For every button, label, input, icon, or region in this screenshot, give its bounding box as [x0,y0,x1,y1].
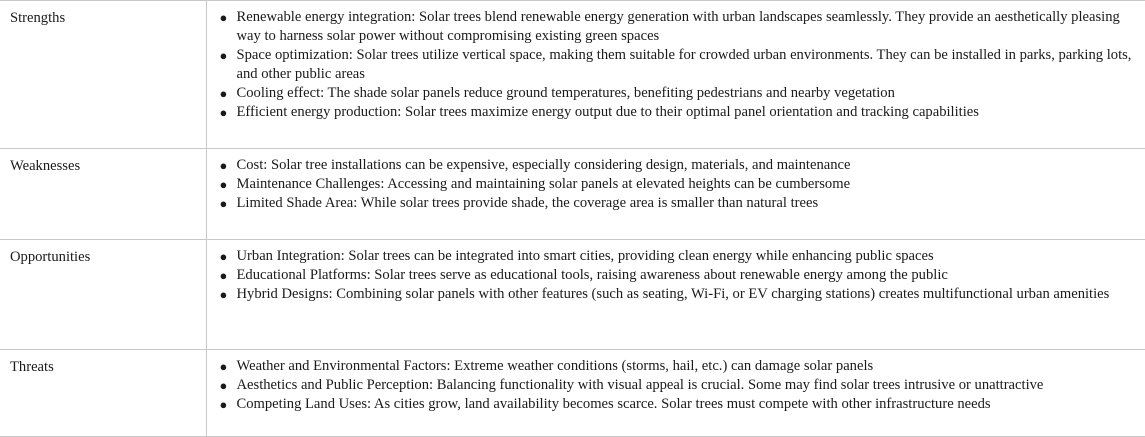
bullet-icon: ● [219,86,228,101]
list-item [220,357,1142,376]
category-cell: Strengths [0,1,206,149]
item-text: Cooling effect: The shade solar panels reduce ground temperatures, benefiting pedestrians and nearby vegetation [236,85,895,101]
bullet-icon: ● [219,359,228,374]
items-cell [206,350,1145,437]
bullet-icon: ● [219,287,228,302]
item-text: Educational Platforms: Solar trees serve as educational tools, raising awareness about renewable energy among the public [236,267,948,283]
item-text: Weather and Environmental Factors: Extreme weather conditions (storms, hail, etc.) can damage solar panels [236,358,874,374]
items-cell [206,149,1145,240]
list-item [220,8,1142,46]
items-cell [206,1,1145,149]
list-item [220,395,1142,414]
bullet-list [220,357,1142,414]
category-cell: Threats [0,350,206,437]
bullet-icon: ● [219,397,228,412]
item-text: Cost: Solar tree installations can be expensive, especially considering design, materials, and maintenance [236,157,851,173]
category-cell: Opportunities [0,240,206,350]
item-text: Aesthetics and Public Perception: Balancing functionality with visual appeal is crucial. Some may find solar trees intrusive or unattractive [236,377,1044,393]
items-cell [206,240,1145,350]
item-text: Hybrid Designs: Combining solar panels with other features (such as seating, Wi-Fi, or EV charging stations) creates multifunctional urban amenities [236,286,1110,302]
list-item [220,175,1142,194]
bullet-icon: ● [219,249,228,264]
list-item [220,103,1142,122]
table-row-opportunities [0,240,1145,350]
list-item [220,266,1142,285]
bullet-list [220,8,1142,122]
table-row-strengths [0,1,1145,149]
bullet-list [220,247,1142,304]
list-item [220,84,1142,103]
item-text: Renewable energy integration: Solar trees blend renewable energy generation with urban landscapes seamlessly. They provide an aesthetically pleasing way to harness solar power without compromising existing green spaces [236,9,1120,44]
bullet-icon: ● [219,196,228,211]
list-item [220,156,1142,175]
bullet-icon: ● [219,10,228,25]
bullet-list [220,156,1142,213]
category-cell: Weaknesses [0,149,206,240]
bullet-icon: ● [219,378,228,393]
list-item [220,46,1142,84]
list-item [220,247,1142,266]
item-text: Efficient energy production: Solar trees maximize energy output due to their optimal panel orientation and tracking capabilities [236,104,979,120]
bullet-icon: ● [219,268,228,283]
item-text: Urban Integration: Solar trees can be integrated into smart cities, providing clean energy while enhancing public spaces [236,248,934,264]
table-row-weaknesses [0,149,1145,240]
list-item [220,285,1142,304]
bullet-icon: ● [219,158,228,173]
bullet-icon: ● [219,177,228,192]
item-text: Competing Land Uses: As cities grow, land availability becomes scarce. Solar trees must compete with other infrastructure needs [236,396,991,412]
list-item [220,194,1142,213]
list-item [220,376,1142,395]
item-text: Maintenance Challenges: Accessing and maintaining solar panels at elevated heights can be cumbersome [236,176,851,192]
item-text: Space optimization: Solar trees utilize vertical space, making them suitable for crowded urban environments. They can be installed in parks, parking lots, and other public areas [236,47,1132,82]
item-text: Limited Shade Area: While solar trees provide shade, the coverage area is smaller than natural trees [236,195,819,211]
bullet-icon: ● [219,105,228,120]
table-row-threats [0,350,1145,437]
bullet-icon: ● [219,48,228,63]
